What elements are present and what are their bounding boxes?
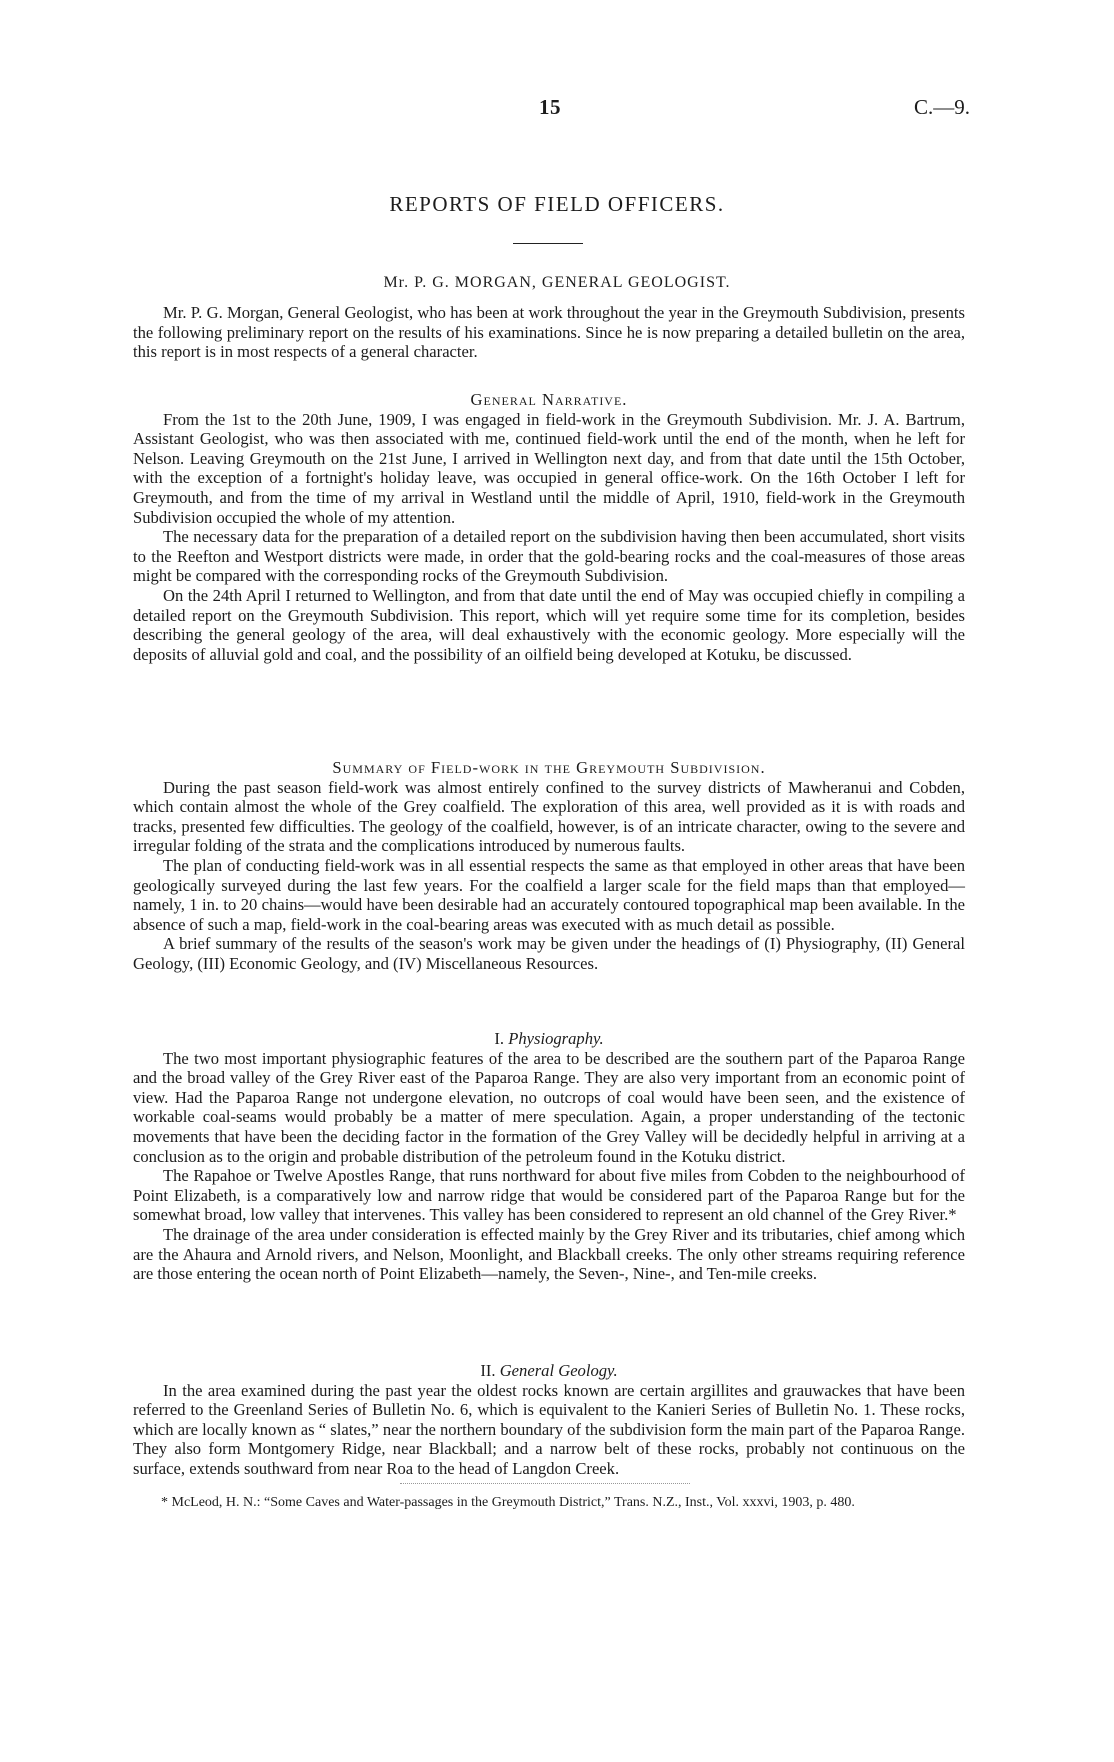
paragraph: The necessary data for the preparation of a detailed report on the subdivision having then been accumulated, short visits to the Reefton and Westport districts were made, in order that the gold-bearing rocks and the coal-measures of those areas might be compared with the corresponding rocks of the Greymouth Subdivision. [133,527,965,586]
section-numeral: I. [494,1029,505,1048]
section-heading-general-narrative: General Narrative. [470,390,628,409]
paragraph: The two most important physiographic features of the area to be described are the southern part of the Paparoa Range and the broad valley of the Grey River east of the Paparoa Range. They are also very important from an economic point of view. Had the Paparoa Range not undergone elevation, no outcrops of coal would have been seen, and the existence of workable coal-seams would probably be a matter of mere speculation. Again, a proper understanding of the tectonic movements that have been the deciding factor in the formation of the Grey Valley will be decidedly helpful in arriving at a conclusion as to the origin and probable distribution of the petroleum found in the Kotuku district. [133,1048,965,1166]
paragraph: A brief summary of the results of the season's work may be given under the headings of (I) Physiography, (II) General Geology, (III) Economic Geology, and (IV) Miscellaneous Resources. [133,934,965,973]
general-geology-section [133,1361,965,1479]
section-heading-general-geology [133,1361,965,1381]
paragraph: The Rapahoe or Twelve Apostles Range, that runs northward for about five miles from Cobden to the neighbourhood of Point Elizabeth, is a comparatively low and narrow ridge that would be considered part of the Paparoa Range but for the somewhat broad, low valley that intervenes. This valley has been considered to represent an old channel of the Grey River.* [133,1166,965,1225]
page-number: 15 [539,95,561,119]
section-title: General Geology. [499,1361,618,1380]
section-numeral: II. [480,1361,496,1380]
paragraph: During the past season field-work was almost entirely confined to the survey districts of Mawheranui and Cobden, which contain almost the whole of the Grey coalfield. The exploration of this area, well provided as it is with roads and tracks, presented few difficulties. The geology of the coalfield, however, is of an intricate character, owing to the severe and irregular folding of the strata and the complications introduced by numerous faults. [133,777,965,856]
paragraph: The drainage of the area under consideration is effected mainly by the Grey River and its tributaries, chief among which are the Ahaura and Arnold rivers, and Nelson, Moonlight, and Blackball creeks. The only other streams requiring reference are those entering the ocean north of Point Elizabeth—namely, the Seven-, Nine-, and Ten-mile creeks. [133,1224,965,1284]
footnote-divider [400,1483,690,1484]
paragraph: On the 24th April I returned to Wellington, and from that date until the end of May was occupied chiefly in compiling a detailed report on the Greymouth Subdivision. This report, which will yet require some time for its completion, besides describing the general geology of the area, will deal exhaustively with the economic geology. More especially will the deposits of alluvial gold and coal, and the possibility of an oilfield being developed at Kotuku, be discussed. [133,585,965,664]
paragraph: From the 1st to the 20th June, 1909, I was engaged in field-work in the Greymouth Subdivision. Mr. J. A. Bartrum, Assistant Geologist, who was then associated with me, continued field-work until the end of the month, when he left for Nelson. Leaving Greymouth on the 21st June, I arrived in Wellington next day, and from that date until the 15th October, with the exception of a fortnight's holiday leave, was occupied in general office-work. On the 16th October I left for Greymouth, and from the time of my arrival in Westland until the middle of April, 1910, field-work in the Greymouth Subdivision occupied the whole of my attention. [133,409,965,527]
document-code: C.—9. [913,95,970,119]
title-divider [513,243,583,244]
intro-paragraph: Mr. P. G. Morgan, General Geologist, who has been at work throughout the year in the Greymouth Subdivision, presents the following preliminary report on the results of his examinations. Since he is now preparing a detailed bulletin on the area, this report is in most respects of a general character. [133,303,965,362]
intro-block [133,303,965,362]
footnote: * McLeod, H. N.: “Some Caves and Water-passages in the Greymouth District,” Trans. N.Z., Inst., Vol. xxxvi, 1903, p. 480. [161,1495,855,1510]
summary-section [133,758,965,974]
physiography-section [133,1029,965,1284]
section-heading-physiography [133,1029,965,1049]
paragraph: In the area examined during the past year the oldest rocks known are certain argillites and grauwackes that have been referred to the Greenland Series of Bulletin No. 6, which is equivalent to the Kanieri Series of Bulletin No. 1. These rocks, which are locally known as “ slates,” near the northern boundary of the subdivision form the main part of the Paparoa Range. They also form Montgomery Ridge, near Blackball; and a narrow belt of these rocks, probably not continuous on the surface, extends southward from near Roa to the head of Langdon Creek. [133,1380,965,1478]
section-heading-summary: Summary of Field-work in the Greymouth Subdivision. [332,758,766,777]
officer-heading: Mr. P. G. MORGAN, GENERAL GEOLOGIST. [383,274,731,291]
main-title: REPORTS OF FIELD OFFICERS. [389,192,725,216]
section-title: Physiography. [508,1029,604,1048]
general-narrative-section [133,390,965,664]
paragraph: The plan of conducting field-work was in all essential respects the same as that employed in other areas that have been geologically surveyed during the last few years. For the coalfield a larger scale for the field maps than that employed—namely, 1 in. to 20 chains—would have been desirable had an accurately contoured topographical map been available. In the absence of such a map, field-work in the coal-bearing areas was executed with as much detail as possible. [133,855,965,934]
